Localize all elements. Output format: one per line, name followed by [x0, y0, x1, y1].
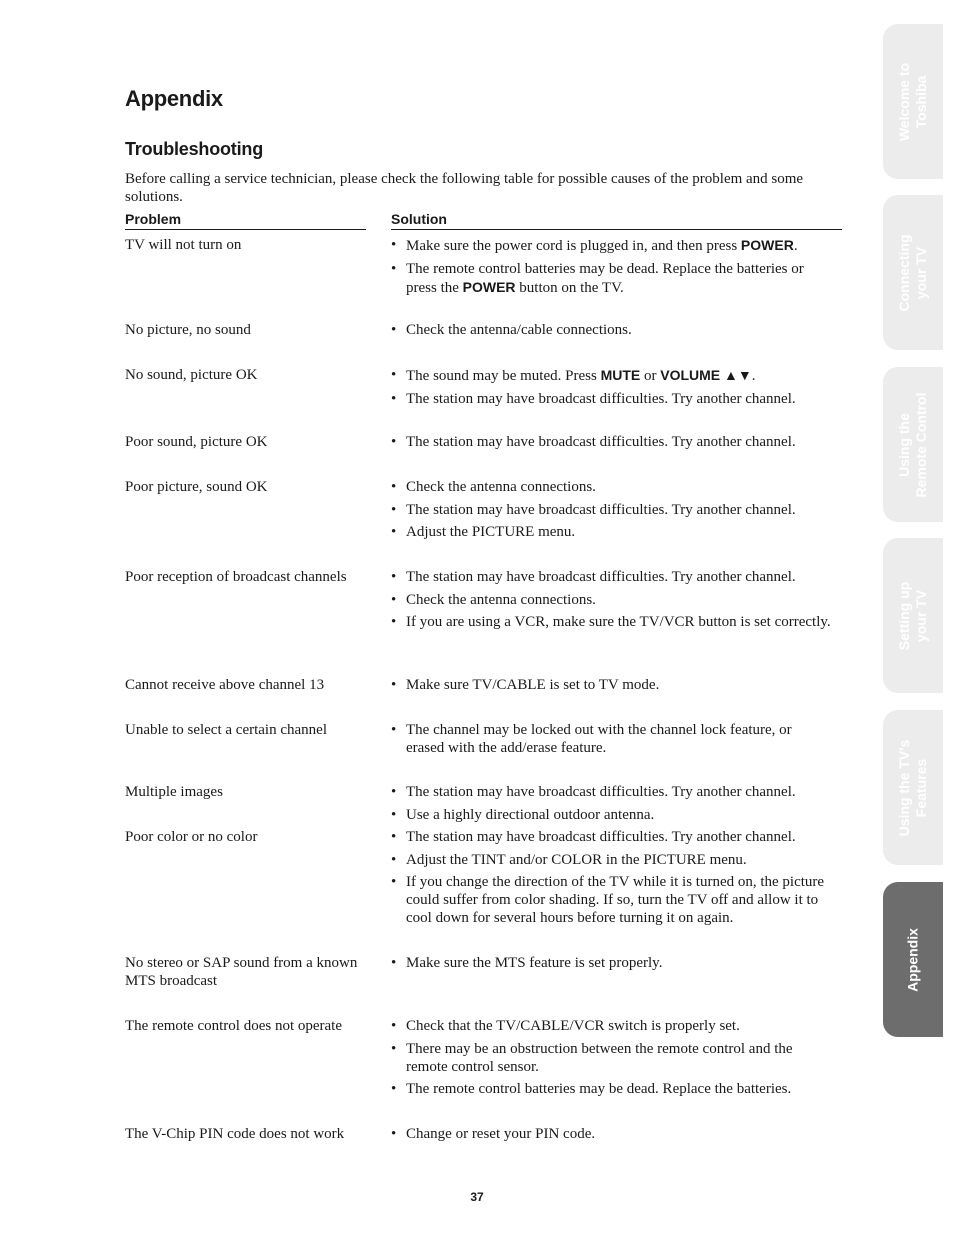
bullet-icon: • [391, 501, 397, 518]
solution-text: . [793, 238, 798, 254]
chapter-tab[interactable] [883, 882, 943, 1037]
problem-text: Poor picture, sound OK [125, 479, 268, 495]
problem-text: Unable to select a certain channel [125, 722, 327, 738]
chapter-tab[interactable] [883, 195, 943, 350]
chapter-tab-label: Welcome to Toshiba [896, 62, 929, 141]
solution-text: Change or reset your PIN code. [406, 1126, 596, 1142]
solution-list [391, 568, 831, 636]
bullet-icon: • [391, 524, 397, 540]
bullet-icon: • [391, 367, 397, 383]
solution-item [391, 568, 831, 586]
solution-item [391, 828, 831, 846]
chapter-tab-label: Using the Remote Control [896, 392, 929, 497]
solution-text: Check the antenna/cable connections. [406, 322, 632, 338]
solution-text: Check the antenna connections. [406, 479, 596, 495]
bullet-icon: • [391, 479, 397, 495]
solution-text: The station may have broadcast difficulties. Try another channel. [406, 501, 796, 518]
problem-text: Cannot receive above channel 13 [125, 677, 325, 693]
solution-text: The station may have broadcast difficulties. Try another channel. [406, 829, 796, 845]
solution-list [391, 721, 831, 762]
problem-text: No sound, picture OK [125, 367, 258, 383]
bullet-icon: • [391, 851, 397, 868]
problem-text: Poor color or no color [125, 829, 258, 845]
column-header-problem: Problem [125, 211, 366, 230]
solution-text: Adjust the PICTURE menu. [406, 524, 576, 540]
button-keyword: POWER [462, 278, 516, 295]
section-title: Troubleshooting [125, 139, 263, 159]
solution-item [391, 501, 831, 519]
bullet-icon: • [391, 677, 397, 693]
bullet-icon: • [391, 874, 397, 890]
bullet-icon: • [391, 322, 397, 338]
solution-item [391, 1080, 831, 1098]
problem-text: TV will not turn on [125, 237, 242, 253]
problem-text: No picture, no sound [125, 322, 251, 338]
problem-text: The V-Chip PIN code does not work [125, 1126, 345, 1142]
solution-item [391, 366, 831, 385]
solution-item [391, 873, 831, 927]
column-header-solution: Solution [391, 211, 842, 230]
solution-text: The station may have broadcast difficulties. Try another channel. [406, 784, 796, 800]
bullet-icon: • [391, 806, 397, 823]
solution-text: The station may have broadcast difficulties. Try another channel. [406, 390, 796, 407]
button-keyword: VOLUME ▲▼ [660, 367, 752, 383]
solution-text: The sound may be muted. Press [406, 368, 601, 384]
intro-paragraph: Before calling a service technician, please check the following table for possible causes of the problem and some solutions. [125, 171, 804, 205]
bullet-icon: • [391, 1081, 397, 1097]
solution-item [391, 1125, 831, 1143]
chapter-tab-label: Connecting your TV [896, 234, 929, 311]
problem-text: No stereo or SAP sound from a known MTS broadcast [125, 955, 358, 989]
bullet-icon: • [391, 829, 397, 845]
bullet-icon: • [391, 1018, 397, 1034]
solution-item [391, 1017, 831, 1035]
problem-text: Multiple images [125, 784, 223, 800]
solution-list [391, 828, 831, 932]
problem-text: Poor reception of broadcast channels [125, 569, 347, 585]
solution-item [391, 676, 831, 694]
problem-text: Poor sound, picture OK [125, 434, 268, 450]
chapter-tab[interactable] [883, 538, 943, 693]
solution-list [391, 1125, 831, 1148]
button-keyword: POWER [740, 237, 794, 253]
solution-item [391, 954, 831, 972]
bullet-icon: • [391, 237, 397, 253]
bullet-icon: • [391, 955, 397, 971]
chapter-tab-label: Setting up your TV [896, 581, 929, 650]
solution-item [391, 591, 831, 609]
solution-item [391, 1040, 831, 1076]
solution-text: The channel may be locked out with the channel lock feature, or erased with the add/erase feature. [406, 722, 792, 756]
solution-item [391, 478, 831, 496]
chapter-tab[interactable] [883, 24, 943, 179]
bullet-icon: • [391, 591, 397, 608]
page-title: Appendix [125, 86, 223, 111]
bullet-icon: • [391, 569, 397, 585]
solution-text: Make sure TV/CABLE is set to TV mode. [406, 677, 660, 693]
solution-text: Make sure the power cord is plugged in, and then press [406, 238, 741, 254]
solution-text: There may be an obstruction between the remote control and the remote control sensor. [406, 1040, 793, 1075]
bullet-icon: • [391, 784, 397, 800]
solution-text: Check that the TV/CABLE/VCR switch is properly set. [406, 1018, 740, 1034]
bullet-icon: • [391, 1040, 397, 1057]
chapter-tab-label: Appendix [904, 927, 921, 992]
solution-item [391, 390, 831, 408]
solution-list [391, 236, 831, 301]
solution-text: or [640, 368, 661, 384]
solution-text: . [751, 368, 756, 384]
bullet-icon: • [391, 390, 397, 407]
solution-text: If you are using a VCR, make sure the TV/VCR button is set correctly. [406, 614, 831, 630]
solution-text: Adjust the TINT and/or COLOR in the PICTURE menu. [406, 851, 747, 868]
solution-list [391, 478, 831, 546]
solution-item [391, 236, 831, 255]
solution-text: The station may have broadcast difficulties. Try another channel. [406, 569, 796, 585]
solution-text: Use a highly directional outdoor antenna. [406, 806, 655, 823]
bullet-icon: • [391, 434, 397, 450]
bullet-icon: • [391, 1126, 397, 1142]
solution-list [391, 676, 831, 699]
solution-item [391, 806, 831, 824]
solution-list [391, 954, 831, 977]
solution-list [391, 321, 831, 344]
solution-item [391, 523, 831, 541]
solution-list [391, 366, 831, 412]
solution-item [391, 721, 831, 757]
solution-text: The remote control batteries may be dead. Replace the batteries or press the [406, 260, 804, 296]
solution-item [391, 613, 831, 631]
solution-item [391, 433, 831, 451]
solution-item [391, 260, 831, 297]
bullet-icon: • [391, 614, 397, 630]
solution-item [391, 851, 831, 869]
solution-text: If you change the direction of the TV while it is turned on, the picture could suffer from color shading. If so, turn the TV off and allow it to cool down for several hours before turning it on again. [406, 874, 825, 926]
chapter-tab-label: Using the TV's Features [896, 739, 929, 836]
bullet-icon: • [391, 722, 397, 738]
solution-item [391, 783, 831, 801]
solution-text: Check the antenna connections. [406, 591, 596, 608]
bullet-icon: • [391, 260, 397, 277]
problem-text: The remote control does not operate [125, 1018, 343, 1034]
solution-item [391, 321, 831, 339]
page-number: 37 [470, 1190, 484, 1204]
solution-text: The remote control batteries may be dead. Replace the batteries. [406, 1081, 792, 1097]
solution-list [391, 1017, 831, 1103]
solution-list [391, 433, 831, 456]
solution-text: Make sure the MTS feature is set properly. [406, 955, 663, 971]
solution-text: button on the TV. [515, 279, 624, 296]
chapter-tab[interactable] [883, 710, 943, 865]
chapter-tab[interactable] [883, 367, 943, 522]
solution-text: The station may have broadcast difficulties. Try another channel. [406, 434, 796, 450]
button-keyword: MUTE [600, 367, 641, 383]
solution-list [391, 783, 831, 828]
